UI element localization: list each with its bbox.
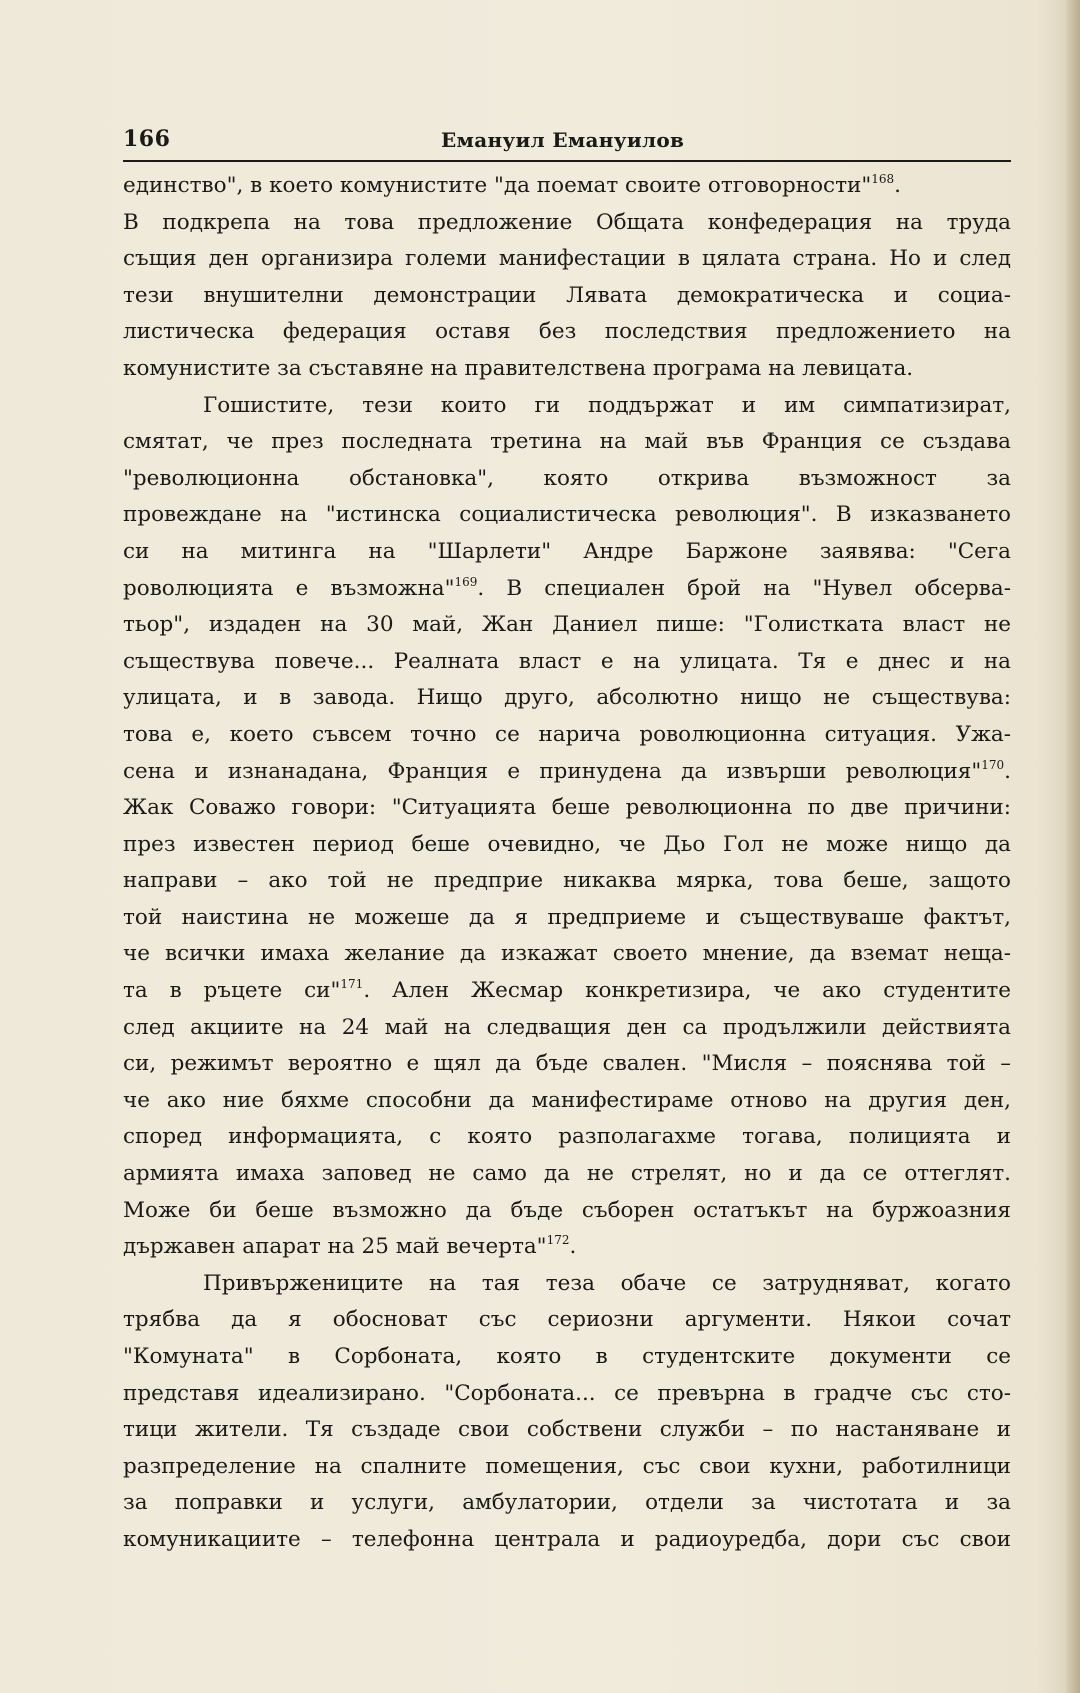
line-text-after: . [1004, 758, 1011, 784]
text-line [123, 973, 1011, 1010]
line-text: Жак Соважо говори: "Ситуацията беше революционна по две причини: [123, 795, 1011, 821]
text-line [123, 790, 1011, 827]
line-text: направи – ако той не предприе никаква мярка, това беше, защото [123, 868, 1011, 894]
line-text: Може би беше възможно да бъде съборен остатъкът на буржоазния [123, 1197, 1011, 1223]
footnote-ref[interactable]: 169 [454, 574, 478, 589]
text-line [123, 1412, 1011, 1449]
text-line [123, 1376, 1011, 1413]
line-text: че всички имаха желание да изкажат своето мнение, да вземат неща- [123, 941, 1011, 967]
text-line [123, 205, 1011, 242]
text-line [123, 936, 1011, 973]
line-text: Привържениците на тая теза обаче се затрудняват, когато [203, 1270, 1011, 1296]
text-line [123, 314, 1011, 351]
text-line [123, 424, 1011, 461]
line-text: единство", в което комунистите "да поемат своите отговорности" [123, 173, 872, 198]
page-header [123, 126, 1011, 160]
line-text: улицата, и в завода. Нищо друго, абсолютно нищо не съществува: [123, 685, 1011, 711]
line-text-after: . [894, 173, 901, 198]
line-text: тьор", издаден на 30 май, Жан Даниел пише: "Голистката власт не [123, 612, 1011, 638]
page-number: 166 [123, 126, 171, 152]
text-line [123, 351, 1011, 388]
line-text: трябва да я обосноват със сериозни аргументи. Някои сочат [123, 1307, 1011, 1333]
line-text: представя идеализирано. "Сорбоната... се превърна в градче със сто- [123, 1380, 1011, 1406]
page-spine-shadow [1066, 0, 1080, 1693]
text-line [123, 1302, 1011, 1339]
line-text: роволюцията е възможна" [123, 575, 455, 601]
line-text: това е, което съвсем точно се нарича роволюционна ситуация. Ужа- [123, 721, 1011, 747]
footnote-ref[interactable]: 168 [871, 172, 895, 186]
text-line [123, 1193, 1011, 1230]
text-line [123, 644, 1011, 681]
line-text: провеждане на "истинска социалистическа революция". В изказването [123, 502, 1011, 528]
line-text: за поправки и услуги, амбулатории, отдели за чистотата и за [123, 1490, 1011, 1516]
text-line [123, 863, 1011, 900]
footnote-ref[interactable]: 171 [340, 977, 364, 992]
line-text: през известен период беше очевидно, че Дьо Гол не може нищо да [123, 831, 1011, 857]
header-rule [123, 160, 1011, 162]
line-text: си на митинга на "Шарлети" Андре Баржоне заявява: "Сега [123, 538, 1011, 564]
line-text: след акциите на 24 май на следващия ден са продължили действията [123, 1014, 1011, 1040]
text-line [123, 1229, 1011, 1266]
text-line [123, 1339, 1011, 1376]
footnote-ref[interactable]: 170 [981, 757, 1005, 772]
line-text-after: . Ален Жесмар конкретизира, че ако студентите [363, 978, 1011, 1004]
line-text: според информацията, с която разполагахме тогава, полицията и [123, 1124, 1011, 1150]
line-text-after: . [569, 1234, 577, 1260]
text-line [123, 1119, 1011, 1156]
text-line [123, 497, 1011, 534]
text-line [123, 1156, 1011, 1193]
text-line [123, 534, 1011, 571]
line-text: листическа федерация оставя без последствия предложението на [123, 319, 1011, 345]
line-text: същия ден организира големи манифестации в цялата страна. Но и след [123, 246, 1011, 272]
line-text: Гошистите, тези които ги поддържат и им симпатизират, [203, 392, 1011, 418]
line-text: смятат, че през последната третина на май във Франция се създава [123, 429, 1011, 455]
text-line [123, 607, 1011, 644]
text-line [123, 1083, 1011, 1120]
text-line [123, 168, 1011, 205]
text-line [123, 571, 1011, 608]
line-text: та в ръцете си" [123, 978, 341, 1004]
line-text: сена и изнанадана, Франция е принудена да извърши революция" [123, 758, 982, 784]
text-line [123, 680, 1011, 717]
line-text: комуникациите – телефонна централа и радиоуредба, дори със свои [123, 1526, 1011, 1552]
body-text [123, 168, 1011, 1559]
footnote-ref[interactable]: 172 [546, 1233, 570, 1248]
text-line [123, 900, 1011, 937]
text-line [123, 1010, 1011, 1047]
text-line [123, 1449, 1011, 1486]
text-line [123, 1266, 1011, 1303]
text-line [123, 278, 1011, 315]
running-head-author: Емануил Емануилов [441, 128, 685, 152]
line-text: армията имаха заповед не само да не стрелят, но и да се оттеглят. [123, 1161, 1011, 1187]
line-text: той наистина не можеше да я предприеме и съществуваше фактът, [123, 904, 1011, 930]
line-text: разпределение на спалните помещения, със свои кухни, работилници [123, 1453, 1011, 1479]
line-text: че ако ние бяхме способни да манифестираме отново на другия ден, [123, 1087, 1011, 1113]
line-text: тици жители. Тя създаде свои собствени служби – по настаняване и [123, 1417, 1011, 1443]
text-line [123, 388, 1011, 425]
line-text: тези внушителни демонстрации Лявата демократическа и социа- [123, 282, 1011, 308]
text-line [123, 754, 1011, 791]
text-line [123, 1046, 1011, 1083]
text-line [123, 241, 1011, 278]
text-line [123, 717, 1011, 754]
text-line [123, 461, 1011, 498]
text-line [123, 827, 1011, 864]
line-text: съществува повече... Реалната власт е на улицата. Тя е днес и на [123, 648, 1011, 674]
text-line [123, 1522, 1011, 1559]
line-text: "революционна обстановка", която открива възможност за [123, 465, 1011, 491]
text-line [123, 1485, 1011, 1522]
line-text-after: . В специален брой на "Нувел обсерва- [477, 575, 1011, 601]
line-text: си, режимът вероятно е щял да бъде свален. "Мисля – пояснява той – [123, 1051, 1011, 1077]
line-text: комунистите за съставяне на правителствена програма на левицата. [123, 355, 914, 381]
line-text: В подкрепа на това предложение Общата конфедерация на труда [123, 209, 1011, 235]
line-text: държавен апарат на 25 май вечерта" [123, 1234, 547, 1260]
line-text: "Комуната" в Сорбоната, която в студентските документи се [123, 1344, 1011, 1369]
